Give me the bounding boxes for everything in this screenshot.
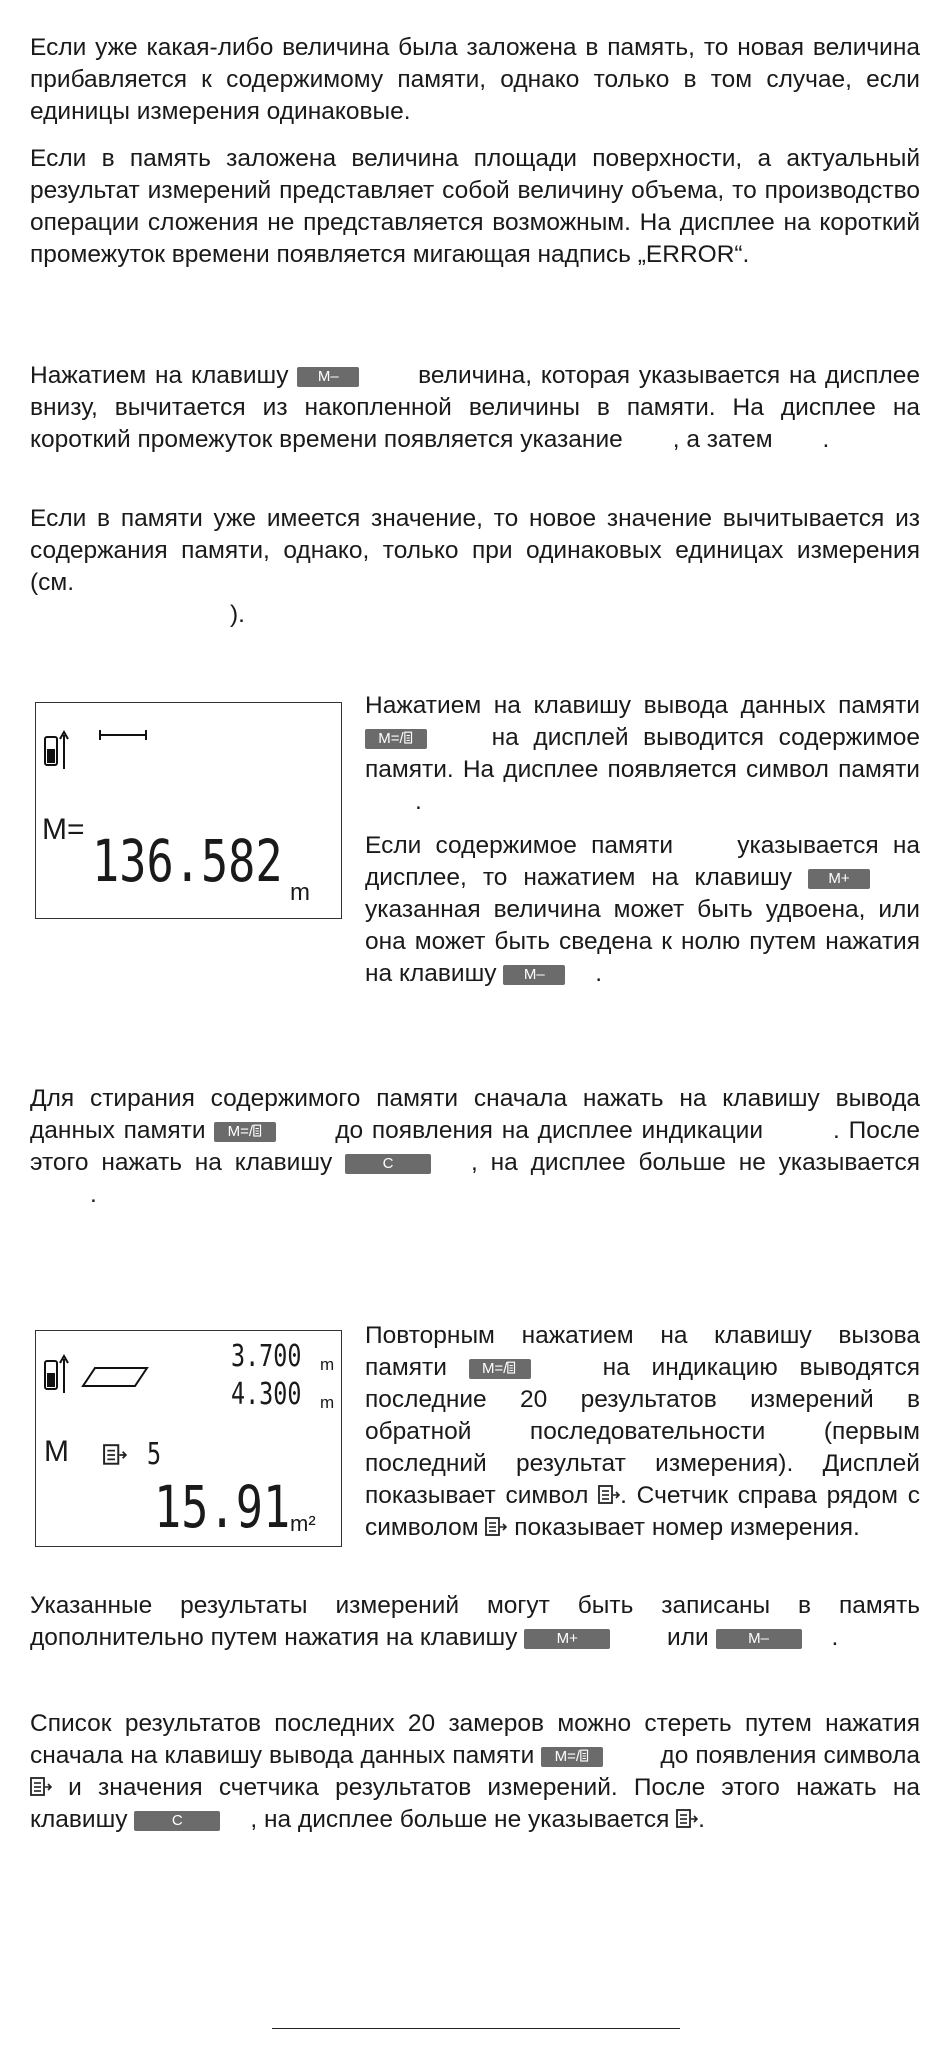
paragraph-memory-add: Если уже какая-либо величина была заложена в память, то новая величина прибавляется к содержимому памяти, однако только в том случае, если единицы измерения одинаковые. (30, 34, 920, 125)
length-mode-icon (98, 727, 148, 743)
p3-text-d: . (822, 426, 830, 453)
p9-text-b: или (667, 1624, 709, 1651)
m-minus-key-icon: M– (503, 965, 565, 985)
p3-text-c: , а затем (672, 426, 773, 453)
clear-key-icon: C (134, 1811, 220, 1831)
p7-text-b: до появления на дисплее индикации (335, 1117, 763, 1144)
area-mode-icon (81, 1364, 151, 1390)
memory-indicator: M (44, 1435, 69, 1468)
p6-text-b: указывается на дисплее, то нажатием на клавишу (365, 832, 920, 891)
paragraph-history-recall (365, 1320, 920, 1544)
paragraph-history-clear (30, 1708, 920, 1836)
display-unit: m² (290, 1511, 316, 1536)
footer-rule (272, 2028, 680, 2029)
paragraph-memory-double (365, 830, 920, 990)
m-recall-key-icon: M=/ (365, 729, 427, 749)
p6-text-a: Если содержимое памяти (365, 832, 674, 859)
p7-text-d: , на дисплее больше не указывается (471, 1149, 920, 1176)
p10-text-a: Список результатов последних 20 замеров можно стереть путем нажатия сначала на клавишу вывода данных памяти (30, 1710, 920, 1769)
history-icon (30, 1776, 52, 1798)
p10-text-b: до появления символа (660, 1742, 920, 1769)
history-display-illustration (35, 1330, 342, 1547)
side-b-value: 4.300 (231, 1377, 302, 1412)
p9-text-a: Указанные результаты измерений могут быть записаны в память дополнительно путем нажатия на клавишу (30, 1592, 920, 1651)
memory-display-illustration (35, 702, 342, 919)
side-a-unit: m (320, 1355, 335, 1374)
m-recall-key-icon: M=/ (214, 1122, 276, 1142)
p8-text-b: на индикацию выводятся последние 20 результатов измерений в обратной последовательности (первым последний результат измерения). Дисплей показывает символ (365, 1354, 921, 1509)
clear-key-icon: C (345, 1154, 431, 1174)
p9-text-c: . (831, 1624, 839, 1651)
p7-text-a: Для стирания содержимого памяти сначала нажать на клавишу вывода данных памяти (30, 1085, 920, 1144)
p3-text-b: величина, которая указывается на дисплее внизу, вычитается из накопленной величины в памяти. На дисплее на короткий промежуток времени появляется указание (30, 362, 920, 453)
display-main-value: 15.91 (154, 1473, 291, 1541)
p6-text-c: указанная величина может быть удвоена, или она может быть сведена к нолю путем нажатия на клавишу (365, 896, 920, 987)
m-recall-key-icon: M=/ (469, 1359, 531, 1379)
p5-text-a: Нажатием на клавишу вывода данных памяти (365, 692, 920, 719)
m-plus-key-icon: M+ (524, 1629, 610, 1649)
paragraph-memory-subtract (30, 360, 920, 456)
p10-text-c: и значения счетчика результатов измерений. После этого нажать на клавишу (30, 1774, 920, 1833)
p7-text-e: . (90, 1181, 97, 1208)
paragraph-history-store (30, 1590, 920, 1654)
paragraph-memory-subtract-units (30, 503, 920, 631)
paragraph-memory-error: Если в память заложена величина площади поверхности, а актуальный результат измерений представляет собой величину объема, то производство операции сложения не представляется возможным. На дисплее на короткий промежуток времени появляется мигающая надпись „ERROR“. (30, 145, 920, 268)
p10-text-e: . (698, 1806, 705, 1833)
display-main-value: 136.582 (92, 827, 283, 895)
p8-text-a: Повторным нажатием на клавишу вызова памяти (365, 1322, 920, 1381)
p8-text-c: . Счетчик справа рядом с символом (365, 1482, 921, 1541)
m-minus-key-icon: M– (716, 1629, 802, 1649)
battery-laser-icon (44, 1353, 74, 1403)
history-icon (676, 1808, 698, 1830)
history-icon (485, 1516, 507, 1538)
side-a-value: 3.700 (231, 1339, 302, 1374)
p8-text-d: показывает номер измерения. (514, 1514, 860, 1541)
p5-text-b: на дисплей выводится содержимое памяти. На дисплее появляется символ памяти (365, 724, 920, 783)
paragraph-memory-recall (365, 690, 920, 818)
m-minus-key-icon: M– (297, 367, 359, 387)
m-recall-key-icon: M=/ (541, 1747, 603, 1767)
battery-laser-icon (44, 729, 74, 779)
p6-text-d: . (595, 960, 603, 987)
side-b-unit: m (320, 1393, 335, 1412)
display-unit: m (290, 879, 310, 906)
history-counter: 5 (147, 1437, 162, 1472)
p5-text-c: . (415, 788, 422, 815)
memory-indicator: M= (42, 813, 85, 846)
m-plus-key-icon: M+ (808, 869, 870, 889)
p4-text-b: ). (230, 601, 245, 628)
p4-text-a: Если в памяти уже имеется значение, то новое значение вычитывается из содержания памяти, однако, только при одинаковых единицах измерения (см. (30, 505, 920, 596)
history-icon (598, 1484, 620, 1506)
paragraph-memory-clear (30, 1083, 920, 1211)
history-icon (103, 1443, 127, 1467)
p7-text-c: . После этого нажать на клавишу (30, 1117, 921, 1176)
p3-text-a: Нажатием на клавишу (30, 362, 289, 389)
p10-text-d: , на дисплее больше не указывается (250, 1806, 670, 1833)
